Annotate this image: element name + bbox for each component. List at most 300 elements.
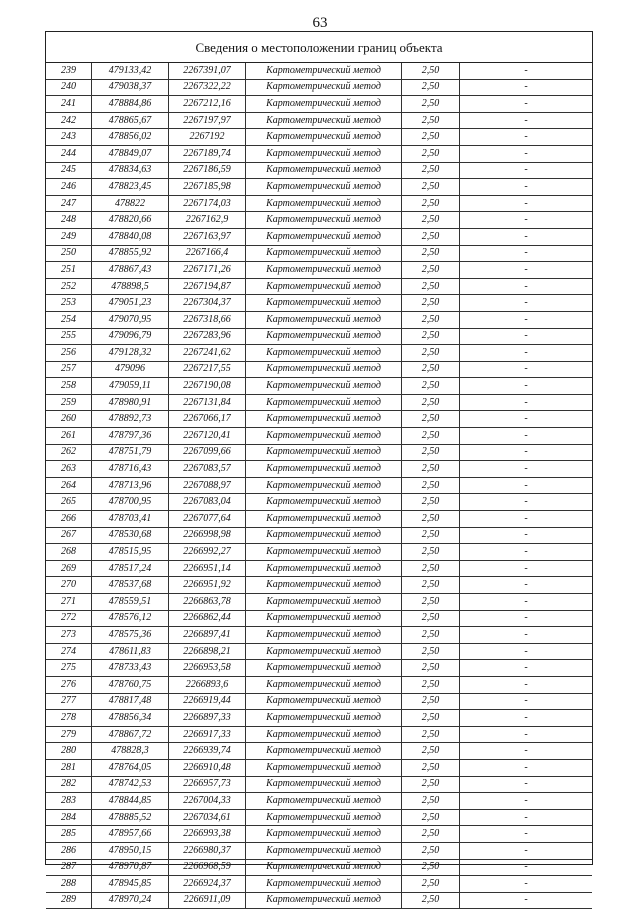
point-number-cell: 240 — [46, 79, 92, 96]
coordinate-x-cell: 478760,75 — [92, 676, 169, 693]
point-number-cell: 258 — [46, 378, 92, 395]
point-number-cell: 277 — [46, 693, 92, 710]
accuracy-cell: 2,50 — [402, 643, 460, 660]
coordinate-x-cell: 478559,51 — [92, 594, 169, 611]
point-number-cell: 242 — [46, 112, 92, 129]
table-row — [46, 295, 592, 312]
coordinate-y-cell: 2266951,92 — [169, 577, 246, 594]
coordinate-x-cell: 479096 — [92, 361, 169, 378]
accuracy-cell: 2,50 — [402, 527, 460, 544]
table-row — [46, 842, 592, 859]
point-number-cell: 249 — [46, 228, 92, 245]
accuracy-cell: 2,50 — [402, 726, 460, 743]
coordinate-x-cell: 478840,08 — [92, 228, 169, 245]
coordinate-y-cell: 2267186,59 — [169, 162, 246, 179]
note-cell: - — [460, 726, 593, 743]
point-number-cell: 281 — [46, 759, 92, 776]
coordinate-x-cell: 479096,79 — [92, 328, 169, 345]
table-row — [46, 245, 592, 262]
table-row — [46, 743, 592, 760]
coordinate-y-cell: 2267318,66 — [169, 311, 246, 328]
accuracy-cell: 2,50 — [402, 477, 460, 494]
accuracy-cell: 2,50 — [402, 759, 460, 776]
accuracy-cell: 2,50 — [402, 693, 460, 710]
coordinate-y-cell: 2267185,98 — [169, 179, 246, 196]
point-number-cell: 286 — [46, 842, 92, 859]
coordinate-y-cell: 2267217,55 — [169, 361, 246, 378]
table-row — [46, 544, 592, 561]
note-cell: - — [460, 411, 593, 428]
method-cell: Картометрический метод — [246, 842, 402, 859]
coordinate-y-cell: 2266939,74 — [169, 743, 246, 760]
accuracy-cell: 2,50 — [402, 145, 460, 162]
point-number-cell: 278 — [46, 710, 92, 727]
coordinate-y-cell: 2267304,37 — [169, 295, 246, 312]
coordinate-x-cell: 478884,86 — [92, 96, 169, 113]
note-cell: - — [460, 394, 593, 411]
accuracy-cell: 2,50 — [402, 876, 460, 893]
accuracy-cell: 2,50 — [402, 63, 460, 79]
coordinate-x-cell: 478823,45 — [92, 179, 169, 196]
coordinate-x-cell: 478957,66 — [92, 826, 169, 843]
table-row — [46, 594, 592, 611]
point-number-cell: 247 — [46, 195, 92, 212]
table-row — [46, 162, 592, 179]
point-number-cell: 262 — [46, 444, 92, 461]
point-number-cell: 289 — [46, 892, 92, 909]
note-cell: - — [460, 577, 593, 594]
coordinate-x-cell: 479070,95 — [92, 311, 169, 328]
coordinate-x-cell: 478834,63 — [92, 162, 169, 179]
coordinate-y-cell: 2266993,38 — [169, 826, 246, 843]
coordinate-y-cell: 2267099,66 — [169, 444, 246, 461]
coordinate-x-cell: 478733,43 — [92, 660, 169, 677]
table-row — [46, 278, 592, 295]
point-number-cell: 279 — [46, 726, 92, 743]
point-number-cell: 275 — [46, 660, 92, 677]
note-cell: - — [460, 892, 593, 909]
method-cell: Картометрический метод — [246, 278, 402, 295]
coordinate-y-cell: 2266863,78 — [169, 594, 246, 611]
accuracy-cell: 2,50 — [402, 776, 460, 793]
page-number: 63 — [312, 15, 328, 31]
table-row — [46, 494, 592, 511]
coordinate-y-cell: 2267283,96 — [169, 328, 246, 345]
coordinate-x-cell: 478885,52 — [92, 809, 169, 826]
coordinate-y-cell: 2266911,09 — [169, 892, 246, 909]
note-cell: - — [460, 378, 593, 395]
coordinate-x-cell: 478849,07 — [92, 145, 169, 162]
point-number-cell: 255 — [46, 328, 92, 345]
point-number-cell: 265 — [46, 494, 92, 511]
table-row — [46, 577, 592, 594]
note-cell: - — [460, 212, 593, 229]
method-cell: Картометрический метод — [246, 394, 402, 411]
note-cell: - — [460, 627, 593, 644]
method-cell: Картометрический метод — [246, 627, 402, 644]
method-cell: Картометрический метод — [246, 311, 402, 328]
table-row — [46, 726, 592, 743]
note-cell: - — [460, 643, 593, 660]
coordinate-y-cell: 2267131,84 — [169, 394, 246, 411]
coordinate-y-cell: 2267190,08 — [169, 378, 246, 395]
note-cell: - — [460, 826, 593, 843]
method-cell: Картометрический метод — [246, 145, 402, 162]
point-number-cell: 271 — [46, 594, 92, 611]
point-number-cell: 259 — [46, 394, 92, 411]
coordinate-x-cell: 479128,32 — [92, 345, 169, 362]
coordinate-y-cell: 2266897,41 — [169, 627, 246, 644]
method-cell: Картометрический метод — [246, 179, 402, 196]
table-row — [46, 511, 592, 528]
table-row — [46, 179, 592, 196]
table-row — [46, 627, 592, 644]
table-row — [46, 79, 592, 96]
accuracy-cell: 2,50 — [402, 627, 460, 644]
accuracy-cell: 2,50 — [402, 79, 460, 96]
accuracy-cell: 2,50 — [402, 195, 460, 212]
point-number-cell: 274 — [46, 643, 92, 660]
accuracy-cell: 2,50 — [402, 311, 460, 328]
point-number-cell: 245 — [46, 162, 92, 179]
coordinate-x-cell: 478703,41 — [92, 511, 169, 528]
method-cell: Картометрический метод — [246, 345, 402, 362]
coordinate-x-cell: 478856,34 — [92, 710, 169, 727]
method-cell: Картометрический метод — [246, 809, 402, 826]
point-number-cell: 268 — [46, 544, 92, 561]
accuracy-cell: 2,50 — [402, 511, 460, 528]
table-row — [46, 477, 592, 494]
note-cell: - — [460, 859, 593, 876]
table-row — [46, 610, 592, 627]
point-number-cell: 244 — [46, 145, 92, 162]
note-cell: - — [460, 162, 593, 179]
method-cell: Картометрический метод — [246, 212, 402, 229]
note-cell: - — [460, 676, 593, 693]
accuracy-cell: 2,50 — [402, 544, 460, 561]
accuracy-cell: 2,50 — [402, 361, 460, 378]
coordinate-y-cell: 2266992,27 — [169, 544, 246, 561]
coordinate-y-cell: 2267162,9 — [169, 212, 246, 229]
method-cell: Картометрический метод — [246, 511, 402, 528]
point-number-cell: 283 — [46, 793, 92, 810]
note-cell: - — [460, 311, 593, 328]
coordinate-x-cell: 478945,85 — [92, 876, 169, 893]
table-row — [46, 195, 592, 212]
point-number-cell: 273 — [46, 627, 92, 644]
method-cell: Картометрический метод — [246, 759, 402, 776]
accuracy-cell: 2,50 — [402, 743, 460, 760]
coordinate-y-cell: 2266957,73 — [169, 776, 246, 793]
table-row — [46, 262, 592, 279]
accuracy-cell: 2,50 — [402, 594, 460, 611]
note-cell: - — [460, 361, 593, 378]
point-number-cell: 285 — [46, 826, 92, 843]
coordinate-y-cell: 2267194,87 — [169, 278, 246, 295]
table-row — [46, 892, 592, 909]
coordinate-y-cell: 2266968,59 — [169, 859, 246, 876]
accuracy-cell: 2,50 — [402, 262, 460, 279]
accuracy-cell: 2,50 — [402, 676, 460, 693]
accuracy-cell: 2,50 — [402, 328, 460, 345]
coordinates-table-frame — [45, 31, 593, 906]
method-cell: Картометрический метод — [246, 411, 402, 428]
table-row — [46, 63, 592, 79]
coordinate-x-cell: 478700,95 — [92, 494, 169, 511]
coordinate-y-cell: 2267391,07 — [169, 63, 246, 79]
method-cell: Картометрический метод — [246, 544, 402, 561]
point-number-cell: 252 — [46, 278, 92, 295]
method-cell: Картометрический метод — [246, 743, 402, 760]
note-cell: - — [460, 345, 593, 362]
accuracy-cell: 2,50 — [402, 295, 460, 312]
point-number-cell: 284 — [46, 809, 92, 826]
coordinate-y-cell: 2267212,16 — [169, 96, 246, 113]
note-cell: - — [460, 594, 593, 611]
method-cell: Картометрический метод — [246, 245, 402, 262]
point-number-cell: 263 — [46, 461, 92, 478]
note-cell: - — [460, 793, 593, 810]
coordinate-y-cell: 2266910,48 — [169, 759, 246, 776]
coordinate-x-cell: 478898,5 — [92, 278, 169, 295]
coordinate-y-cell: 2266953,58 — [169, 660, 246, 677]
note-cell: - — [460, 477, 593, 494]
note-cell: - — [460, 461, 593, 478]
method-cell: Картометрический метод — [246, 494, 402, 511]
coordinate-x-cell: 478537,68 — [92, 577, 169, 594]
method-cell: Картометрический метод — [246, 776, 402, 793]
method-cell: Картометрический метод — [246, 228, 402, 245]
point-number-cell: 246 — [46, 179, 92, 196]
method-cell: Картометрический метод — [246, 892, 402, 909]
table-row — [46, 328, 592, 345]
coordinate-y-cell: 2267192 — [169, 129, 246, 146]
coordinate-y-cell: 2266897,33 — [169, 710, 246, 727]
coordinate-y-cell: 2266919,44 — [169, 693, 246, 710]
accuracy-cell: 2,50 — [402, 809, 460, 826]
note-cell: - — [460, 544, 593, 561]
note-cell: - — [460, 776, 593, 793]
coordinate-y-cell: 2266980,37 — [169, 842, 246, 859]
method-cell: Картометрический метод — [246, 195, 402, 212]
method-cell: Картометрический метод — [246, 859, 402, 876]
coordinate-x-cell: 478844,85 — [92, 793, 169, 810]
method-cell: Картометрический метод — [246, 693, 402, 710]
method-cell: Картометрический метод — [246, 112, 402, 129]
coordinate-y-cell: 2267197,97 — [169, 112, 246, 129]
coordinate-y-cell: 2267083,04 — [169, 494, 246, 511]
table-row — [46, 145, 592, 162]
point-number-cell: 239 — [46, 63, 92, 79]
accuracy-cell: 2,50 — [402, 179, 460, 196]
table-row — [46, 660, 592, 677]
method-cell: Картометрический метод — [246, 876, 402, 893]
table-row — [46, 311, 592, 328]
note-cell: - — [460, 842, 593, 859]
coordinate-x-cell: 478517,24 — [92, 560, 169, 577]
method-cell: Картометрический метод — [246, 79, 402, 96]
note-cell: - — [460, 328, 593, 345]
accuracy-cell: 2,50 — [402, 411, 460, 428]
coordinate-y-cell: 2267004,33 — [169, 793, 246, 810]
table-row — [46, 212, 592, 229]
table-row — [46, 428, 592, 445]
table-row — [46, 461, 592, 478]
method-cell: Картометрический метод — [246, 129, 402, 146]
method-cell: Картометрический метод — [246, 594, 402, 611]
note-cell: - — [460, 660, 593, 677]
point-number-cell: 260 — [46, 411, 92, 428]
note-cell: - — [460, 511, 593, 528]
note-cell: - — [460, 610, 593, 627]
coordinate-x-cell: 478530,68 — [92, 527, 169, 544]
accuracy-cell: 2,50 — [402, 710, 460, 727]
table-row — [46, 710, 592, 727]
table-row — [46, 345, 592, 362]
point-number-cell: 269 — [46, 560, 92, 577]
coordinate-x-cell: 478950,15 — [92, 842, 169, 859]
coordinate-y-cell: 2266951,14 — [169, 560, 246, 577]
method-cell: Картометрический метод — [246, 63, 402, 79]
note-cell: - — [460, 179, 593, 196]
coordinate-y-cell: 2266917,33 — [169, 726, 246, 743]
table-row — [46, 527, 592, 544]
method-cell: Картометрический метод — [246, 676, 402, 693]
method-cell: Картометрический метод — [246, 444, 402, 461]
table-row — [46, 112, 592, 129]
note-cell: - — [460, 245, 593, 262]
coordinate-y-cell: 2266862,44 — [169, 610, 246, 627]
method-cell: Картометрический метод — [246, 96, 402, 113]
method-cell: Картометрический метод — [246, 378, 402, 395]
coordinate-x-cell: 478855,92 — [92, 245, 169, 262]
method-cell: Картометрический метод — [246, 826, 402, 843]
note-cell: - — [460, 527, 593, 544]
coordinate-y-cell: 2267322,22 — [169, 79, 246, 96]
coordinate-x-cell: 478742,53 — [92, 776, 169, 793]
accuracy-cell: 2,50 — [402, 96, 460, 113]
table-row — [46, 228, 592, 245]
coordinate-x-cell: 478820,66 — [92, 212, 169, 229]
coordinate-x-cell: 479038,37 — [92, 79, 169, 96]
point-number-cell: 256 — [46, 345, 92, 362]
note-cell: - — [460, 195, 593, 212]
note-cell: - — [460, 96, 593, 113]
note-cell: - — [460, 759, 593, 776]
table-row — [46, 96, 592, 113]
accuracy-cell: 2,50 — [402, 112, 460, 129]
coordinate-y-cell: 2267166,4 — [169, 245, 246, 262]
coordinate-x-cell: 478576,12 — [92, 610, 169, 627]
table-row — [46, 793, 592, 810]
method-cell: Картометрический метод — [246, 610, 402, 627]
table-row — [46, 444, 592, 461]
method-cell: Картометрический метод — [246, 710, 402, 727]
note-cell: - — [460, 560, 593, 577]
note-cell: - — [460, 444, 593, 461]
coordinate-x-cell: 478867,72 — [92, 726, 169, 743]
accuracy-cell: 2,50 — [402, 428, 460, 445]
note-cell: - — [460, 428, 593, 445]
coordinate-y-cell: 2267120,41 — [169, 428, 246, 445]
table-row — [46, 693, 592, 710]
note-cell: - — [460, 278, 593, 295]
point-number-cell: 253 — [46, 295, 92, 312]
coordinate-x-cell: 478817,48 — [92, 693, 169, 710]
table-row — [46, 776, 592, 793]
coordinate-y-cell: 2267171,26 — [169, 262, 246, 279]
coordinate-y-cell: 2266924,37 — [169, 876, 246, 893]
method-cell: Картометрический метод — [246, 295, 402, 312]
coordinate-x-cell: 478764,05 — [92, 759, 169, 776]
note-cell: - — [460, 876, 593, 893]
coordinate-x-cell: 478716,43 — [92, 461, 169, 478]
accuracy-cell: 2,50 — [402, 793, 460, 810]
accuracy-cell: 2,50 — [402, 444, 460, 461]
coordinates-table — [46, 63, 592, 909]
method-cell: Картометрический метод — [246, 560, 402, 577]
point-number-cell: 250 — [46, 245, 92, 262]
accuracy-cell: 2,50 — [402, 212, 460, 229]
coordinate-y-cell: 2267034,61 — [169, 809, 246, 826]
accuracy-cell: 2,50 — [402, 842, 460, 859]
coordinate-y-cell: 2266893,6 — [169, 676, 246, 693]
point-number-cell: 267 — [46, 527, 92, 544]
table-row — [46, 560, 592, 577]
coordinate-x-cell: 478575,36 — [92, 627, 169, 644]
coordinate-y-cell: 2267077,64 — [169, 511, 246, 528]
coordinate-y-cell: 2267174,03 — [169, 195, 246, 212]
point-number-cell: 257 — [46, 361, 92, 378]
coordinate-y-cell: 2267241,62 — [169, 345, 246, 362]
point-number-cell: 254 — [46, 311, 92, 328]
accuracy-cell: 2,50 — [402, 826, 460, 843]
note-cell: - — [460, 79, 593, 96]
note-cell: - — [460, 228, 593, 245]
method-cell: Картометрический метод — [246, 793, 402, 810]
note-cell: - — [460, 693, 593, 710]
coordinate-y-cell: 2266998,98 — [169, 527, 246, 544]
method-cell: Картометрический метод — [246, 643, 402, 660]
coordinate-y-cell: 2267088,97 — [169, 477, 246, 494]
table-row — [46, 378, 592, 395]
accuracy-cell: 2,50 — [402, 378, 460, 395]
table-row — [46, 676, 592, 693]
point-number-cell: 248 — [46, 212, 92, 229]
method-cell: Картометрический метод — [246, 262, 402, 279]
accuracy-cell: 2,50 — [402, 345, 460, 362]
note-cell: - — [460, 145, 593, 162]
coordinate-x-cell: 478980,91 — [92, 394, 169, 411]
method-cell: Картометрический метод — [246, 660, 402, 677]
method-cell: Картометрический метод — [246, 726, 402, 743]
note-cell: - — [460, 295, 593, 312]
method-cell: Картометрический метод — [246, 477, 402, 494]
coordinate-x-cell: 478892,73 — [92, 411, 169, 428]
table-row — [46, 411, 592, 428]
method-cell: Картометрический метод — [246, 527, 402, 544]
table-row — [46, 759, 592, 776]
method-cell: Картометрический метод — [246, 361, 402, 378]
point-number-cell: 276 — [46, 676, 92, 693]
coordinate-y-cell: 2267189,74 — [169, 145, 246, 162]
coordinate-x-cell: 479133,42 — [92, 63, 169, 79]
coordinate-y-cell: 2267066,17 — [169, 411, 246, 428]
accuracy-cell: 2,50 — [402, 228, 460, 245]
point-number-cell: 241 — [46, 96, 92, 113]
accuracy-cell: 2,50 — [402, 560, 460, 577]
coordinate-x-cell: 478713,96 — [92, 477, 169, 494]
